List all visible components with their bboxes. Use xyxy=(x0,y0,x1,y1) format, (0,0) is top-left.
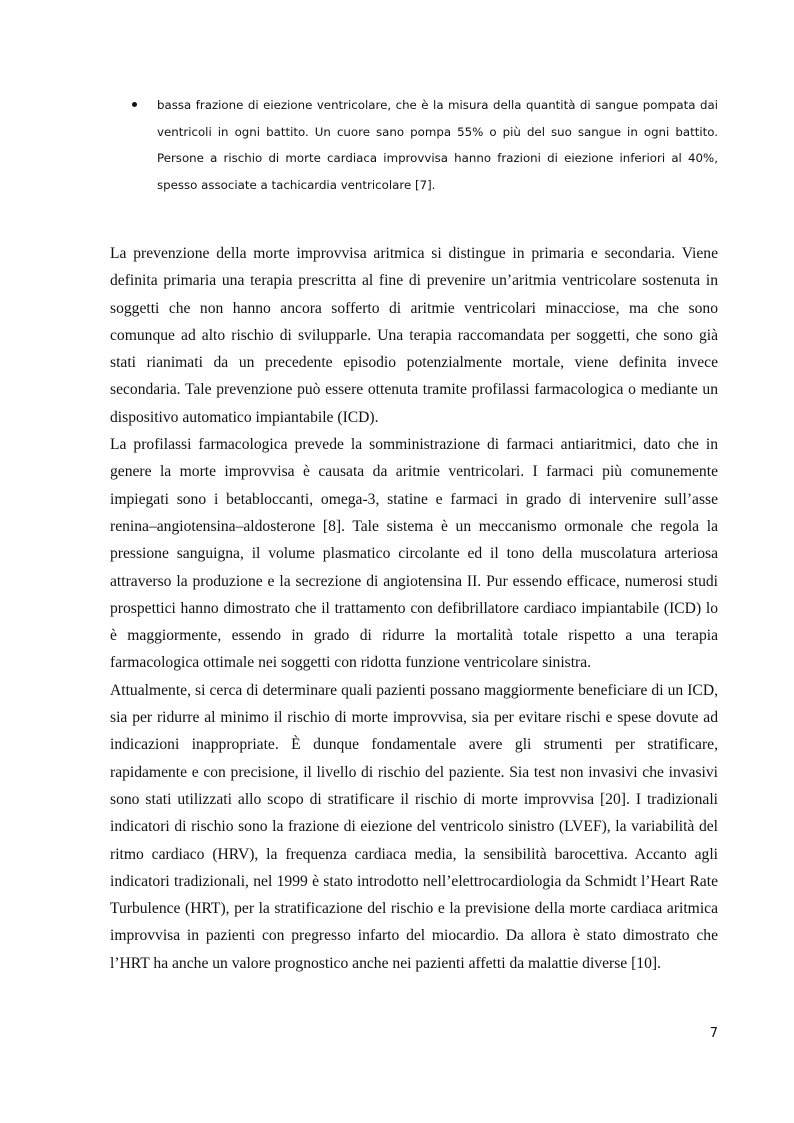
page-number: 7 xyxy=(709,1026,718,1041)
paragraph-pharmacological: La profilassi farmacologica prevede la somministrazione di farmaci antiaritmici, dato che in genere la morte improvvisa è causata da aritmie ventricolari. I farmaci più comunemente impiegati sono i betabloccanti, omega-3, statine e farmaci in grado di intervenire sull’asse renina–angiotensina–aldosterone [8]. Tale sistema è un meccanismo ormonale che regola la pressione sanguigna, il volume plasmatico circolante ed il tono della muscolatura arteriosa attraverso la produzione e la secrezione di angiotensina II. Pur essendo efficace, numerosi studi prospettici hanno dimostrato che il trattamento con defibrillatore cardiaco impiantabile (ICD) lo è maggiormente, essendo in grado di ridurre la mortalità totale rispetto a una terapia farmacologica ottimale nei soggetti con ridotta funzione ventricolare sinistra. xyxy=(110,436,718,672)
bullet-text: bassa frazione di eiezione ventricolare, che è la misura della quantità di sangue pompata dai ventricoli in ogni battito. Un cuore sano pompa 55% o più del suo sangue in ogni battito. Persone a rischio di morte cardiaca improvvisa hanno frazioni di eiezione inferiori al 40%, spesso associate a tachicardia ventricolare [7]. xyxy=(157,98,718,192)
bullet-icon xyxy=(132,102,137,107)
bullet-list xyxy=(130,92,718,198)
body-text xyxy=(110,240,718,977)
paragraph-risk-stratification: Attualmente, si cerca di determinare quali pazienti possano maggiormente beneficiare di un ICD, sia per ridurre al minimo il rischio di morte improvvisa, sia per evitare rischi e spese dovute ad indicazioni inappropriate. È dunque fondamentale avere gli strumenti per stratificare, rapidamente e con precisione, il livello di rischio del paziente. Sia test non invasivi che invasivi sono stati utilizzati allo scopo di stratificare il rischio di morte improvvisa [20]. I tradizionali indicatori di rischio sono la frazione di eiezione del ventricolo sinistro (LVEF), la variabilità del ritmo cardiaco (HRV), la frequenza cardiaca media, la sensibilità barocettiva. Accanto agli indicatori tradizionali, nel 1999 è stato introdotto nell’elettrocardiologia da Schmidt l’Heart Rate Turbulence (HRT), per la stratificazione del rischio e la previsione della morte cardiaca aritmica improvvisa in pazienti con pregresso infarto del miocardio. Da allora è stato dimostrato che l’HRT ha anche un valore prognostico anche nei pazienti affetti da malattie diverse [10]. xyxy=(110,681,718,972)
paragraph-prevention: La prevenzione della morte improvvisa aritmica si distingue in primaria e secondaria. Viene definita primaria una terapia prescritta al fine di prevenire un’aritmia ventricolare sostenuta in soggetti che non hanno ancora sofferto di aritmie ventricolari minacciose, ma che sono comunque ad alto rischio di svilupparle. Una terapia raccomandata per soggetti, che sono già stati rianimati da un precedente episodio potenzialmente mortale, viene definita invece secondaria. Tale prevenzione può essere ottenuta tramite profilassi farmacologica o mediante un dispositivo automatico impiantabile (ICD). xyxy=(110,245,718,426)
list-item xyxy=(130,92,718,198)
